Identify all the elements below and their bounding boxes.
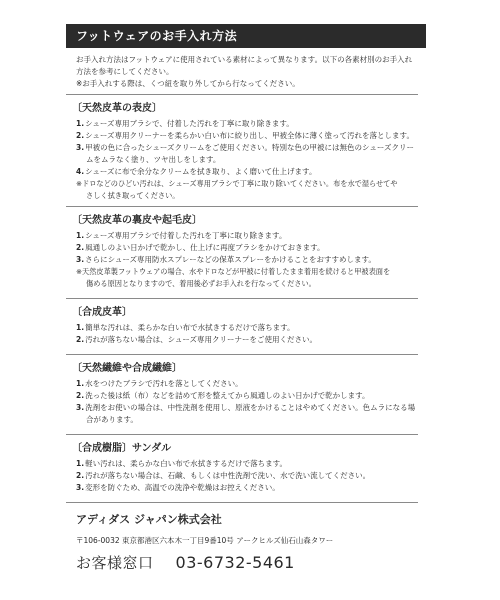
section-note: ※天然皮革製フットウェアの場合、水やドロなどが甲被に付着したまま着用を続けると甲被表面を: [76, 267, 391, 276]
section-title: 〔合成樹脂〕サンダル: [72, 443, 172, 454]
divider: [66, 502, 418, 503]
list-item: 2.風通しのよい日かげで乾かし、仕上げに再度ブラシをかけておきます。: [76, 243, 325, 252]
intro-note: ※お手入れする際は、くつ紐を取り外してから行なってください。: [76, 79, 300, 88]
divider: [66, 206, 418, 207]
customer-contact: [76, 552, 422, 574]
intro-line: 方法を参考にしてください。: [76, 67, 174, 76]
list-item: 2.汚れが落ちない場合は、石鹸、もしくは中性洗剤で洗い、水で洗い流してください。: [76, 471, 371, 480]
list-item: 2.シューズ専用クリーナーを柔らかい白い布に絞り出し、甲被全体に薄く塗って汚れを落とします。: [76, 131, 414, 140]
intro-line: お手入れ方法はフットウェアに使用されている素材によって異なります。以下の各素材別のお手入れ: [76, 55, 413, 64]
section-title: 〔天然繊維や合成繊維〕: [72, 363, 182, 374]
divider: [66, 94, 418, 95]
section-title: 〔合成皮革〕: [72, 307, 132, 318]
list-item: 3.変形を防ぐため、高温での洗浄や乾燥はお控えください。: [76, 483, 280, 492]
section-note: さしく拭き取ってください。: [86, 190, 180, 200]
section-note: 傷める原因となりますので、着用後必ずお手入れを行なってください。: [86, 278, 316, 288]
list-item: 1.シューズ専用ブラシで、付着した汚れを丁寧に取り除きます。: [76, 119, 294, 128]
section-natural-leather-grain: [72, 102, 422, 201]
list-item-continued: 合があります。: [86, 415, 138, 424]
list-item: 3.甲被の色に合ったシューズクリームをご使用ください。特別な色の甲被には無色のシューズクリー: [76, 143, 415, 152]
list-item: 1.水をつけたブラシで汚れを落としてください。: [76, 379, 243, 388]
divider: [66, 354, 418, 355]
section-resin-sandals: [72, 442, 422, 494]
company-name: アディダス ジャパン株式会社: [76, 513, 222, 526]
phone-number: 03-6732-5461: [175, 553, 295, 572]
section-fibers: [72, 362, 422, 426]
divider: [66, 434, 418, 435]
section-note: ※ドロなどのひどい汚れは、シューズ専用ブラシで丁寧に取り除いてください。布を水で湿らせてや: [76, 179, 398, 188]
list-item: 1.シューズ専用ブラシで付着した汚れを丁寧に取り除きます。: [76, 231, 287, 240]
list-item: 3.洗剤をお使いの場合は、中性洗剤を使用し、原液をかけることはやめてください。色ムラになる場: [76, 403, 416, 412]
company-address: 〒106-0032 東京都港区六本木一丁目9番10号 アークヒルズ仙石山森タワー: [76, 536, 334, 545]
section-natural-leather-suede: [72, 214, 422, 289]
list-item: 1.軽い汚れは、柔らかな白い布で水拭きするだけで落ちます。: [76, 459, 287, 468]
list-item: 2.洗った後は紙（布）などを詰めて形を整えてから風通しのよい日かげで乾かします。: [76, 391, 370, 400]
list-item: 4.シューズに布で余分なクリームを拭き取り、よく磨いて仕上げます。: [76, 167, 317, 176]
contact-label: お客様窓口: [76, 554, 154, 572]
divider: [66, 298, 418, 299]
list-item-continued: ムをムラなく塗り、ツヤ出しをします。: [86, 155, 221, 164]
page-title: フットウェアのお手入れ方法: [66, 24, 426, 48]
company-info: [76, 512, 422, 574]
intro-text: [76, 54, 426, 90]
section-title: 〔天然皮革の裏皮や起毛皮〕: [72, 215, 202, 226]
section-title: 〔天然皮革の表皮〕: [72, 103, 162, 114]
list-item: 3.さらにシューズ専用防水スプレーなどの保革スプレーをかけることをおすすめします。: [76, 255, 376, 264]
list-item: 1.簡単な汚れは、柔らかな白い布で水拭きするだけで落ちます。: [76, 323, 295, 332]
list-item: 2.汚れが落ちない場合は、シューズ専用クリーナーをご使用ください。: [76, 335, 318, 344]
section-synthetic-leather: [72, 306, 422, 346]
